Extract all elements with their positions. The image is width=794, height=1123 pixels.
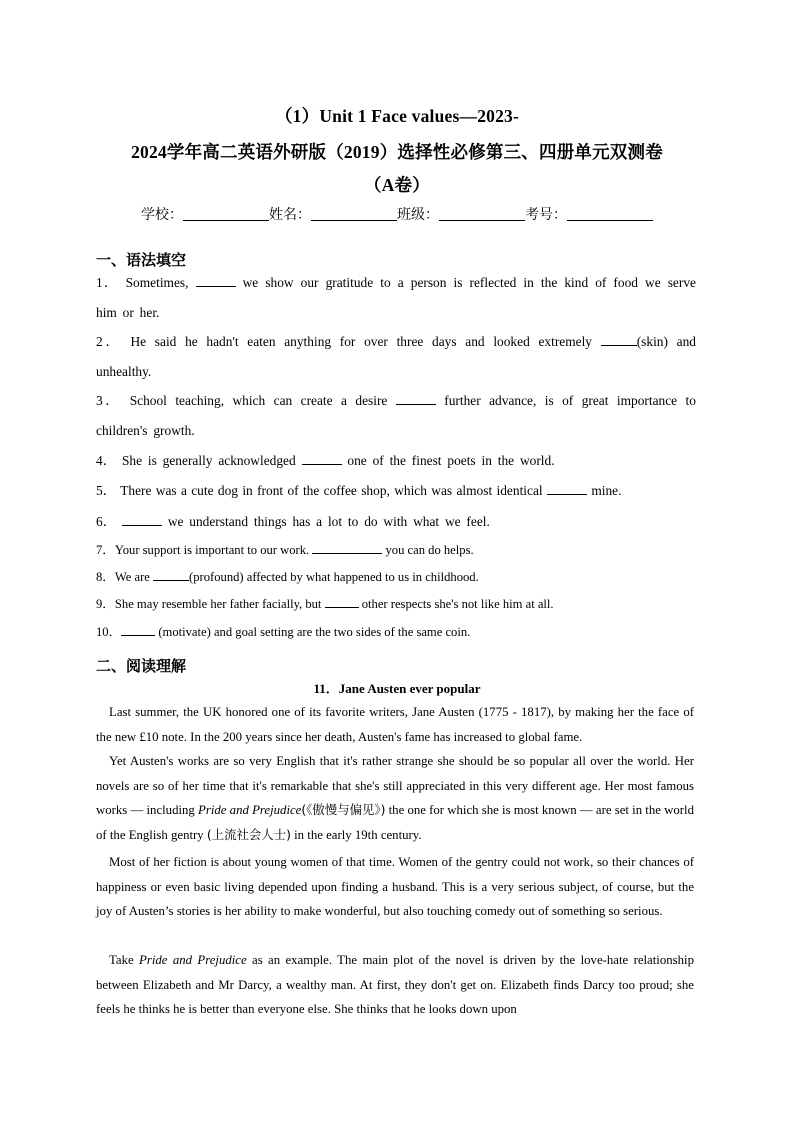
q7-text-b: you can do helps. [385, 543, 474, 557]
p4-text-b: as an example. The main plot of the novel is driven by the love-hate relationship between Elizabeth and Mr Darcy, a wealthy man. At first, they don't get on. Elizabeth finds Darcy too proud; she feels he thinks he is better than everyone else. She thinks that he looks down upon [96, 953, 694, 1017]
q10-text-b: (motivate) and goal setting are the two sides of the same coin. [158, 625, 471, 639]
title-line-2: 2024学年高二英语外研版（2019）选择性必修第三、四册单元双测卷 [131, 142, 663, 162]
q10-number: 10． [96, 625, 122, 639]
student-info-line [0, 204, 794, 224]
question-4 [96, 446, 696, 476]
q6-number: 6． [96, 514, 117, 529]
p2-text-a: Yet Austen's works are so very English that it's rather strange she should be so popular all over the world. Her novels are so of her time that it's remarkable that she's still appreciated in this very different age. Her most famous works — including [96, 754, 694, 818]
question-2 [96, 327, 696, 386]
q2-blank[interactable] [601, 333, 637, 346]
question-9 [96, 590, 696, 620]
school-label: 学校： [141, 207, 183, 223]
section-1-heading: 一、语法填空 [96, 251, 187, 269]
school-blank[interactable] [183, 206, 269, 221]
q7-text-a: Your support is important to our work. [114, 543, 310, 557]
q5-number: 5． [96, 483, 117, 498]
q10-blank[interactable] [121, 623, 155, 636]
passage-paragraph-3: Most of her fiction is about young women of that time. Women of the gentry could not work, so their chances of happiness or even basic living depended upon finding a husband. This is a very serious subject, of course, but the joy of Austen’s stories is her ability to make wonderful, but also touching comedy out of something so serious. [96, 855, 694, 919]
p2-text-b: the one for which she is most known — are set in the world of the English gentry [96, 803, 694, 843]
class-blank[interactable] [439, 206, 525, 221]
question-10 [96, 618, 696, 648]
q9-blank[interactable] [325, 595, 359, 608]
p2-chinese-title: (《傲慢与偏见》) [301, 802, 386, 818]
q3-text-b: further advance, is of great importance to children's growth. [96, 393, 696, 438]
q1-text-a: Sometimes, [125, 275, 189, 290]
exam-no-label: 考号： [525, 207, 567, 223]
q7-blank[interactable] [312, 541, 382, 554]
p4-text-a: Take [109, 953, 140, 967]
q6-text-b: we understand things has a lot to do with what we feel. [167, 514, 490, 529]
p2-book-title: Pride and Prejudice [198, 803, 302, 818]
q5-blank[interactable] [547, 482, 587, 495]
q8-number: 8． [96, 570, 115, 584]
q5-text-a: There was a cute dog in front of the coffee shop, which was almost identical [120, 483, 543, 498]
question-6 [96, 507, 696, 537]
q3-blank[interactable] [396, 392, 436, 405]
q1-blank[interactable] [196, 274, 236, 287]
q1-text-b: we show our gratitude to a person is reflected in the kind of food we serve him or her. [96, 275, 696, 320]
passage-paragraph-1: Last summer, the UK honored one of its favorite writers, Jane Austen (1775 - 1817), by making her the face of the new £10 note. In the 200 years since her death, Austen's fame has increased to global fame. [96, 705, 694, 744]
q9-text-a: She may resemble her father facially, but [114, 597, 322, 611]
q2-number: 2． [96, 334, 122, 349]
q2-text-a: He said he hadn't eaten anything for over three days and looked extremely [130, 334, 592, 349]
class-label: 班级： [397, 207, 439, 223]
title-line-1: （1）Unit 1 Face values—2023- [274, 106, 520, 126]
q9-number: 9． [96, 597, 115, 611]
q3-number: 3． [96, 393, 122, 408]
q7-number: 7． [96, 543, 115, 557]
passage-paragraph-2 [96, 749, 694, 848]
name-label: 姓名： [269, 207, 311, 223]
p2-text-c: in the early 19th century. [290, 828, 422, 843]
question-8 [96, 563, 696, 593]
passage-title: 11．Jane Austen ever popular [313, 681, 481, 696]
q8-text-a: We are [114, 570, 150, 584]
q5-text-b: mine. [591, 483, 622, 498]
q2-text-b: (skin) and unhealthy. [96, 334, 696, 379]
q9-text-b: other respects she's not like him at all. [361, 597, 554, 611]
question-5 [96, 476, 696, 506]
question-1 [96, 268, 696, 327]
q4-number: 4． [96, 453, 117, 468]
q1-number: 1． [96, 275, 119, 290]
q4-blank[interactable] [302, 452, 342, 465]
q3-text-a: School teaching, which can create a desire [129, 393, 388, 408]
exam-no-blank[interactable] [567, 206, 653, 221]
name-blank[interactable] [311, 206, 397, 221]
title-line-3: （A卷） [364, 175, 430, 195]
q8-blank[interactable] [153, 568, 189, 581]
p2-chinese-gloss: (上流社会人士) [206, 827, 291, 843]
question-3 [96, 386, 696, 445]
q8-text-b: (profound) affected by what happened to us in childhood. [189, 570, 479, 584]
q6-blank[interactable] [122, 513, 162, 526]
passage-paragraph-4 [96, 948, 694, 1022]
p4-book-title: Pride and Prejudice [139, 953, 247, 967]
section-2-heading: 二、阅读理解 [96, 657, 187, 675]
q4-text-b: one of the finest poets in the world. [347, 453, 555, 468]
question-7 [96, 536, 696, 566]
q4-text-a: She is generally acknowledged [121, 453, 296, 468]
